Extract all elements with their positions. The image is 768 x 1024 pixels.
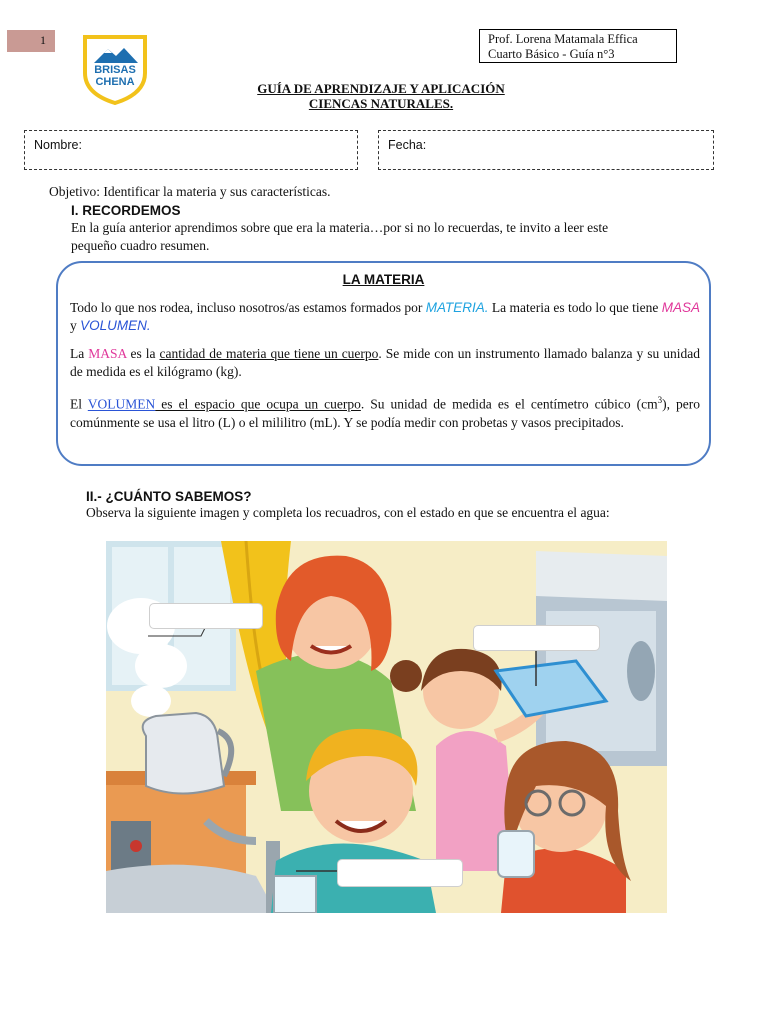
- kitchen-illustration: [106, 541, 667, 913]
- p2-text-a: La: [70, 346, 89, 361]
- p1-text-a: Todo lo que nos rodea, incluso nosotros/as estamos formados por: [70, 300, 426, 315]
- summary-box: [56, 261, 711, 466]
- document-title: GUÍA DE APRENDIZAJE Y APLICACIÓN: [257, 81, 505, 96]
- section1-heading: I. RECORDEMOS: [71, 203, 181, 218]
- cubic-superscript: 3: [657, 395, 663, 405]
- teacher-name: Prof. Lorena Matamala Effica: [488, 32, 638, 46]
- volumen-definition: es el espacio que ocupa un cuerpo: [155, 396, 361, 412]
- teacher-info-box: [479, 29, 677, 63]
- term-volumen-2: VOLUMEN: [87, 396, 156, 412]
- p2-text-b: es la: [126, 346, 160, 361]
- date-field[interactable]: [378, 130, 714, 170]
- course-info: Cuarto Básico - Guía n°3: [488, 47, 615, 61]
- answer-box-steam[interactable]: [149, 603, 263, 629]
- p2-text-c: . Se mide con un instrumento llamado balanza y su unidad de medida es el kilógramo (kg).: [70, 346, 700, 379]
- p3-text-c: ), pero comúnmente se usa el litro (L) o el mililitro (mL). Y se podía medir con probetas y vasos precipitados.: [70, 396, 700, 430]
- p1-text-b: La materia es todo lo que tiene: [488, 300, 662, 315]
- term-masa: MASA: [661, 300, 700, 315]
- answer-box-liquid[interactable]: [337, 859, 463, 887]
- summary-paragraph-3: [70, 391, 700, 432]
- date-label: Fecha:: [388, 138, 427, 152]
- p3-text-a: El: [70, 396, 88, 412]
- term-masa-2: MASA: [88, 346, 127, 361]
- document-subtitle: CIENCAS NATURALES.: [308, 96, 454, 111]
- section1-intro-line2: pequeño cuadro resumen.: [71, 238, 210, 253]
- answer-box-ice[interactable]: [473, 625, 600, 651]
- summary-title: LA MATERIA: [342, 272, 425, 287]
- page-number: 1: [7, 30, 55, 52]
- name-label: Nombre:: [34, 138, 82, 152]
- term-materia: MATERIA.: [425, 300, 489, 315]
- section2-heading: II.- ¿CUÁNTO SABEMOS?: [86, 489, 252, 504]
- name-field[interactable]: [24, 130, 358, 170]
- p1-text-y: y: [70, 318, 81, 333]
- section2-instruction: Observa la siguiente imagen y completa los recuadros, con el estado en que se encuentra el agua:: [86, 505, 610, 520]
- term-volumen: VOLUMEN.: [80, 318, 151, 333]
- summary-paragraph-1: [70, 299, 700, 335]
- p3-text-b: . Su unidad de medida es el centímetro cúbico (cm: [360, 396, 658, 412]
- objective-text: Objetivo: Identificar la materia y sus características.: [49, 184, 331, 199]
- logo-text-line1: BRISAS: [94, 64, 136, 76]
- logo-text-line2: CHENA: [95, 76, 135, 88]
- summary-paragraph-2: [70, 345, 700, 381]
- section1-intro-line1: En la guía anterior aprendimos sobre que era la materia…por si no lo recuerdas, te invito a leer este: [71, 220, 609, 235]
- masa-definition: cantidad de materia que tiene un cuerpo: [159, 346, 379, 361]
